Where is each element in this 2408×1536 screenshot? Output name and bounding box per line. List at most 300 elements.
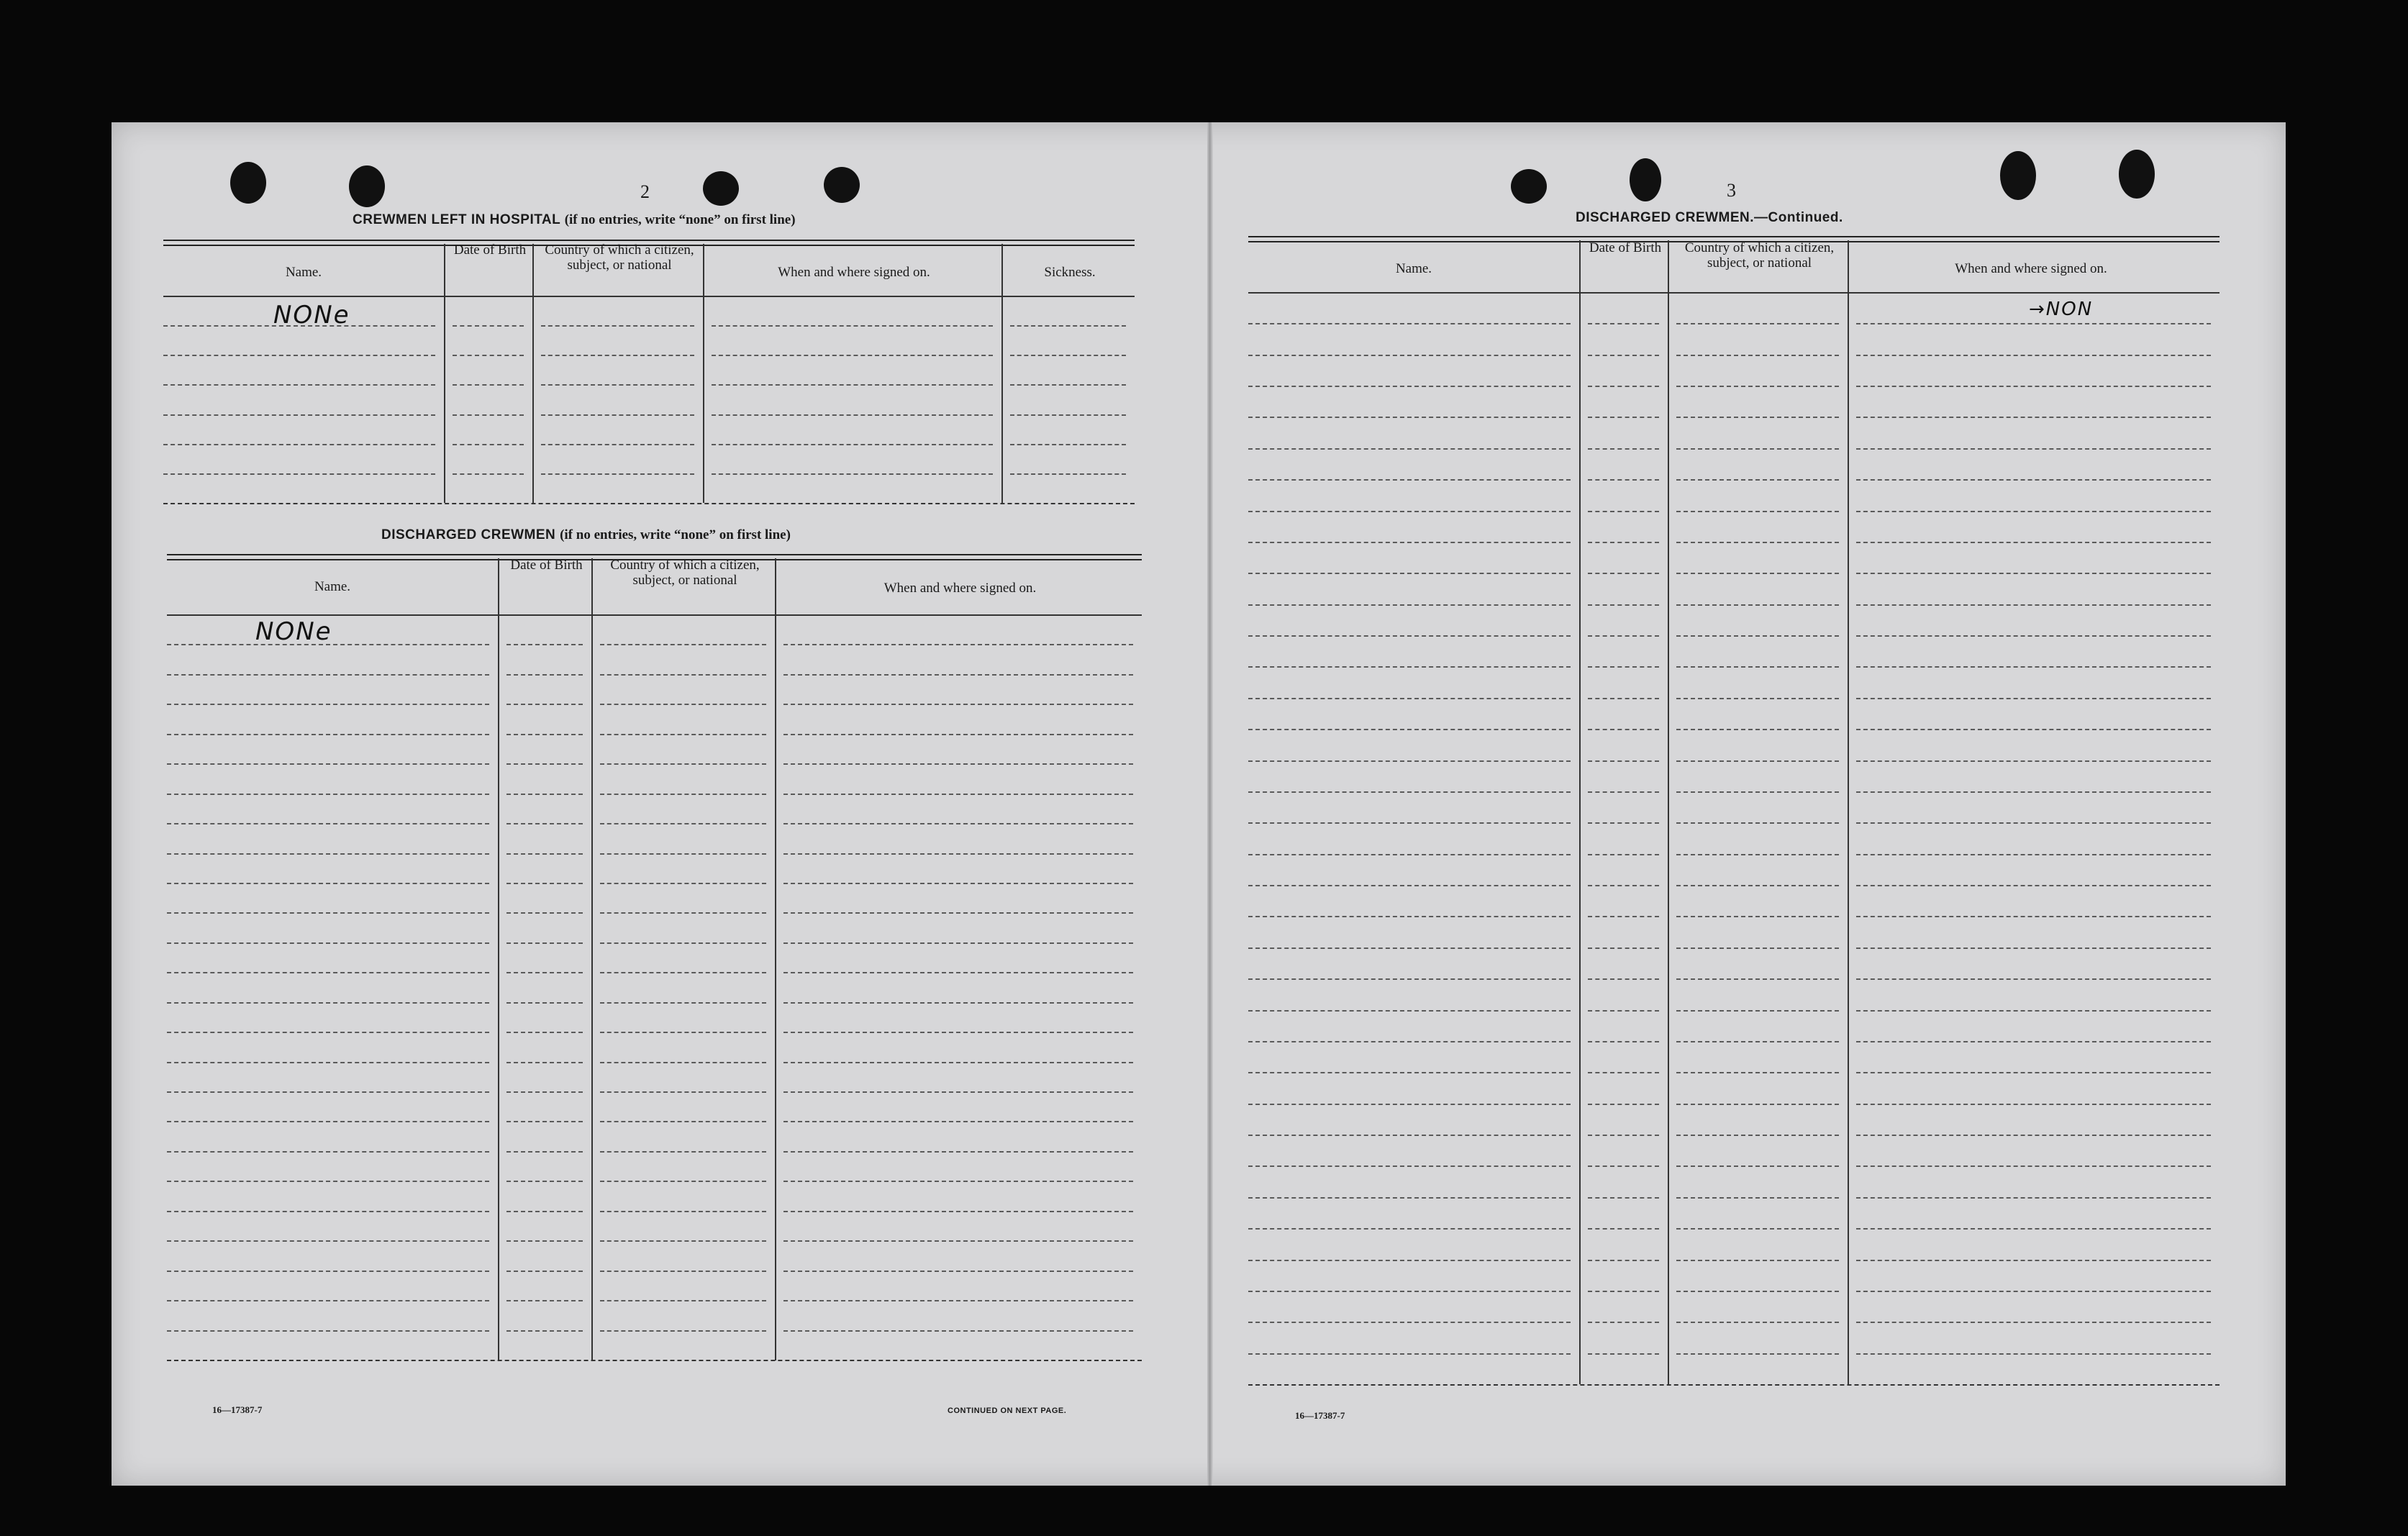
entry-line: [1856, 448, 2211, 450]
entry-line: [600, 1330, 766, 1332]
entry-line: [1248, 1041, 1571, 1042]
entry-line: [506, 883, 583, 884]
entry-line: [1248, 885, 1571, 886]
entry-line: [1588, 1104, 1659, 1105]
entry-line: [1588, 1353, 1659, 1355]
entry-line: [1588, 791, 1659, 793]
entry-line: [712, 325, 993, 327]
entry-line: [1856, 511, 2211, 512]
entry-line: [712, 444, 993, 445]
entry-line: [1588, 323, 1659, 324]
entry-line: [506, 1240, 583, 1242]
col-header-dob: Date of Birth: [453, 242, 527, 258]
entry-line: [1856, 916, 2211, 917]
entry-line: [1856, 573, 2211, 574]
entry-line: [1588, 916, 1659, 917]
entry-line: [1856, 978, 2211, 980]
entry-line: [506, 1032, 583, 1033]
entry-line: [1588, 1260, 1659, 1261]
entry-line: [1856, 1165, 2211, 1167]
entry-line: [1856, 1228, 2211, 1230]
entry-line: [167, 674, 489, 676]
entry-line: [783, 1002, 1133, 1004]
entry-line: [1856, 822, 2211, 824]
entry-line: [506, 1211, 583, 1212]
entry-line: [1248, 1165, 1571, 1167]
entry-line: [600, 1240, 766, 1242]
page-fold: [1207, 122, 1213, 1486]
entry-line: [506, 1062, 583, 1063]
entry-line: [1248, 1104, 1571, 1105]
entry-line: [1248, 666, 1571, 668]
col-header-dob: Date of Birth: [510, 558, 583, 573]
entry-line: [1676, 916, 1839, 917]
entry-line: [783, 823, 1133, 824]
entry-line: [783, 1091, 1133, 1093]
hospital-title-note: (if no entries, write “none” on first line): [564, 212, 796, 227]
entry-line: [1676, 604, 1839, 606]
entry-line: [600, 853, 766, 855]
entry-line: [167, 704, 489, 705]
entry-line: [453, 384, 524, 386]
entry-line: [1248, 978, 1571, 980]
entry-line: [1856, 635, 2211, 637]
entry-line: [541, 325, 694, 327]
entry-line: [1676, 1072, 1839, 1073]
entry-line: [1588, 666, 1659, 668]
column-divider: [775, 558, 776, 1360]
column-divider: [1668, 240, 1669, 1384]
entry-line: [1676, 947, 1839, 949]
entry-line: [167, 734, 489, 735]
entry-line: [1248, 386, 1571, 387]
entry-line: [167, 1121, 489, 1122]
entry-line: [1856, 1135, 2211, 1136]
entry-line: [1248, 323, 1571, 324]
entry-line: [1676, 448, 1839, 450]
entry-line: [1856, 1291, 2211, 1292]
entry-line: [167, 1032, 489, 1033]
entry-line: [600, 1062, 766, 1063]
column-divider: [444, 244, 445, 503]
entry-line: [506, 704, 583, 705]
column-divider: [1579, 240, 1581, 1384]
discharged-section-title: [381, 527, 791, 543]
entry-line: [1856, 1353, 2211, 1355]
col-header-name: Name.: [314, 579, 351, 594]
entry-line: [712, 384, 993, 386]
punch-hole: [2000, 151, 2036, 200]
entry-line: [1856, 604, 2211, 606]
col-header-country: Country of which a citizen, subject, or national: [545, 242, 694, 273]
entry-line: [1856, 386, 2211, 387]
entry-line: [1588, 854, 1659, 855]
entry-line: [1248, 1197, 1571, 1199]
entry-line: [1676, 1260, 1839, 1261]
entry-line: [600, 1300, 766, 1301]
entry-line: [167, 1271, 489, 1272]
entry-line: [783, 704, 1133, 705]
entry-line: [1676, 1135, 1839, 1136]
entry-line: [712, 414, 993, 416]
entry-line: [600, 704, 766, 705]
entry-line: [506, 1091, 583, 1093]
entry-line: [506, 942, 583, 944]
entry-line: [1588, 978, 1659, 980]
entry-line: [506, 1330, 583, 1332]
entry-line: [783, 734, 1133, 735]
entry-line: [1856, 355, 2211, 356]
form-code-left: 16—17387-7: [212, 1404, 263, 1415]
entry-line: [1856, 1041, 2211, 1042]
table-bottom-rule: [1248, 1384, 2220, 1386]
entry-line: [1248, 635, 1571, 637]
entry-line: [506, 644, 583, 645]
entry-line: [1676, 885, 1839, 886]
col-header-name: Name.: [285, 265, 322, 280]
entry-line: [1676, 479, 1839, 481]
entry-line: [1856, 1104, 2211, 1105]
entry-line: [600, 1091, 766, 1093]
col-header-country: Country of which a citizen, subject, or national: [1684, 240, 1835, 271]
entry-line: [600, 1271, 766, 1272]
entry-line: [1010, 414, 1126, 416]
entry-line: [1588, 1010, 1659, 1012]
hospital-title-main: CREWMEN LEFT IN HOSPITAL: [353, 212, 560, 227]
entry-line: [1676, 1228, 1839, 1230]
entry-line: [167, 972, 489, 973]
entry-line: [506, 1151, 583, 1153]
entry-line: [167, 1181, 489, 1182]
column-divider: [532, 244, 534, 503]
entry-line: [1676, 1353, 1839, 1355]
entry-line: [1856, 698, 2211, 699]
entry-line: [1588, 635, 1659, 637]
entry-line: [1248, 355, 1571, 356]
punch-hole: [1511, 169, 1547, 204]
entry-line: [783, 972, 1133, 973]
entry-line: [1248, 448, 1571, 450]
discharged-continued-title: DISCHARGED CREWMEN.—Continued.: [1576, 210, 1843, 225]
entry-line: [1010, 325, 1126, 327]
entry-line: [506, 734, 583, 735]
entry-line: [783, 1211, 1133, 1212]
entry-line: [712, 473, 993, 475]
page-number-left: 2: [640, 181, 650, 202]
entry-line: [1248, 947, 1571, 949]
col-header-sickness: Sickness.: [1044, 265, 1096, 280]
entry-line: [453, 414, 524, 416]
entry-line: [600, 942, 766, 944]
entry-line: [1676, 1104, 1839, 1105]
entry-line: [1588, 417, 1659, 418]
entry-line: [783, 674, 1133, 676]
entry-line: [506, 674, 583, 676]
entry-line: [1248, 698, 1571, 699]
entry-line: [600, 734, 766, 735]
handwritten-none-hospital: NONe: [273, 301, 350, 330]
entry-line: [1588, 947, 1659, 949]
discharged-table: [167, 554, 1142, 1363]
entry-line: [163, 444, 435, 445]
entry-line: [600, 1151, 766, 1153]
entry-line: [1588, 448, 1659, 450]
entry-line: [1856, 1322, 2211, 1323]
entry-line: [1676, 386, 1839, 387]
entry-line: [1248, 1010, 1571, 1012]
entry-line: [600, 823, 766, 824]
entry-line: [1588, 386, 1659, 387]
entry-line: [1248, 760, 1571, 762]
entry-line: [1676, 978, 1839, 980]
entry-line: [1676, 822, 1839, 824]
entry-line: [1676, 1010, 1839, 1012]
entry-line: [167, 1062, 489, 1063]
page-number-right: 3: [1727, 180, 1736, 201]
form-code-right: 16—17387-7: [1295, 1410, 1345, 1421]
entry-line: [167, 883, 489, 884]
entry-line: [600, 644, 766, 645]
entry-line: [1856, 791, 2211, 793]
entry-line: [783, 1240, 1133, 1242]
entry-line: [1248, 729, 1571, 730]
entry-line: [1248, 573, 1571, 574]
entry-line: [1676, 1165, 1839, 1167]
entry-line: [600, 912, 766, 914]
entry-line: [541, 414, 694, 416]
entry-line: [1588, 729, 1659, 730]
entry-line: [1676, 573, 1839, 574]
entry-line: [1676, 854, 1839, 855]
entry-line: [167, 794, 489, 795]
entry-line: [1588, 1041, 1659, 1042]
entry-line: [600, 883, 766, 884]
entry-line: [783, 794, 1133, 795]
col-header-name: Name.: [1395, 261, 1432, 276]
entry-line: [1010, 355, 1126, 356]
entry-line: [1676, 729, 1839, 730]
entry-line: [783, 1181, 1133, 1182]
entry-line: [1588, 1135, 1659, 1136]
entry-line: [1856, 854, 2211, 855]
entry-line: [600, 1181, 766, 1182]
entry-line: [506, 1300, 583, 1301]
entry-line: [1856, 417, 2211, 418]
entry-line: [1010, 444, 1126, 445]
entry-line: [1856, 1010, 2211, 1012]
entry-line: [167, 1211, 489, 1212]
entry-line: [1676, 1291, 1839, 1292]
entry-line: [506, 1271, 583, 1272]
entry-line: [1248, 854, 1571, 855]
entry-line: [783, 1032, 1133, 1033]
entry-line: [1248, 1322, 1571, 1323]
handwritten-none-continued: →NON: [2029, 299, 2094, 320]
handwritten-none-discharged: NONe: [255, 617, 332, 646]
entry-line: [1248, 511, 1571, 512]
entry-line: [1856, 1197, 2211, 1199]
entry-line: [783, 912, 1133, 914]
entry-line: [1856, 323, 2211, 324]
col-header-signed-on: When and where signed on.: [778, 265, 930, 280]
entry-line: [1676, 323, 1839, 324]
entry-line: [1588, 604, 1659, 606]
entry-line: [506, 972, 583, 973]
entry-line: [1676, 1041, 1839, 1042]
entry-line: [506, 763, 583, 765]
entry-line: [600, 972, 766, 973]
entry-line: [506, 823, 583, 824]
entry-line: [600, 1002, 766, 1004]
entry-line: [1856, 479, 2211, 481]
entry-line: [1588, 885, 1659, 886]
entry-line: [163, 384, 435, 386]
entry-line: [1856, 666, 2211, 668]
entry-line: [1588, 1197, 1659, 1199]
entry-line: [506, 912, 583, 914]
entry-line: [600, 1032, 766, 1033]
table-bottom-rule: [163, 503, 1135, 504]
discharged-title-note: (if no entries, write “none” on first line): [560, 527, 791, 542]
header-rule: [163, 296, 1135, 297]
entry-line: [1588, 698, 1659, 699]
entry-line: [506, 794, 583, 795]
entry-line: [783, 1300, 1133, 1301]
entry-line: [600, 794, 766, 795]
entry-line: [1588, 760, 1659, 762]
entry-line: [783, 1271, 1133, 1272]
entry-line: [1856, 885, 2211, 886]
entry-line: [1588, 1165, 1659, 1167]
entry-line: [1248, 1260, 1571, 1261]
entry-line: [783, 1151, 1133, 1153]
entry-line: [783, 1121, 1133, 1122]
entry-line: [1588, 1228, 1659, 1230]
column-divider: [591, 558, 593, 1360]
entry-line: [783, 883, 1133, 884]
entry-line: [1248, 1135, 1571, 1136]
hospital-section-title: [353, 212, 796, 228]
entry-line: [1676, 417, 1839, 418]
entry-line: [506, 1181, 583, 1182]
col-header-signed-on: When and where signed on.: [883, 581, 1037, 596]
entry-line: [1010, 384, 1126, 386]
entry-line: [453, 355, 524, 356]
entry-line: [506, 1002, 583, 1004]
entry-line: [167, 1002, 489, 1004]
entry-line: [1676, 1197, 1839, 1199]
entry-line: [163, 414, 435, 416]
punch-hole: [2119, 150, 2155, 199]
punch-hole: [1630, 158, 1661, 201]
entry-line: [453, 444, 524, 445]
entry-line: [1676, 542, 1839, 543]
entry-line: [167, 1330, 489, 1332]
entry-line: [1856, 760, 2211, 762]
header-rule: [167, 614, 1142, 616]
entry-line: [167, 1151, 489, 1153]
entry-line: [783, 942, 1133, 944]
entry-line: [541, 355, 694, 356]
entry-line: [1248, 1228, 1571, 1230]
punch-hole: [349, 165, 385, 207]
table-bottom-rule: [167, 1360, 1142, 1361]
entry-line: [1588, 355, 1659, 356]
entry-line: [1856, 1072, 2211, 1073]
punch-hole: [824, 167, 860, 203]
entry-line: [1248, 542, 1571, 543]
entry-line: [1676, 1322, 1839, 1323]
document-sheet: [112, 122, 2286, 1486]
entry-line: [167, 1240, 489, 1242]
entry-line: [1676, 635, 1839, 637]
column-divider: [703, 244, 704, 503]
entry-line: [1676, 698, 1839, 699]
entry-line: [600, 1121, 766, 1122]
entry-line: [1248, 791, 1571, 793]
entry-line: [167, 942, 489, 944]
entry-line: [1588, 479, 1659, 481]
entry-line: [1248, 417, 1571, 418]
entry-line: [1676, 760, 1839, 762]
discharged-continued-table: [1248, 236, 2220, 1387]
entry-line: [1588, 1291, 1659, 1292]
entry-line: [167, 1300, 489, 1301]
entry-line: [1676, 511, 1839, 512]
entry-line: [1248, 479, 1571, 481]
entry-line: [506, 853, 583, 855]
entry-line: [1588, 511, 1659, 512]
entry-line: [1856, 729, 2211, 730]
entry-line: [167, 1091, 489, 1093]
entry-line: [1588, 1072, 1659, 1073]
entry-line: [1676, 666, 1839, 668]
entry-line: [600, 763, 766, 765]
entry-line: [1676, 355, 1839, 356]
entry-line: [1588, 573, 1659, 574]
entry-line: [1248, 822, 1571, 824]
entry-line: [167, 823, 489, 824]
entry-line: [1676, 791, 1839, 793]
entry-line: [167, 763, 489, 765]
entry-line: [783, 1330, 1133, 1332]
entry-line: [1856, 1260, 2211, 1261]
entry-line: [167, 912, 489, 914]
entry-line: [453, 325, 524, 327]
punch-hole: [703, 171, 739, 206]
col-header-dob: Date of Birth: [1589, 240, 1662, 255]
entry-line: [1248, 1353, 1571, 1355]
entry-line: [1588, 1322, 1659, 1323]
entry-line: [167, 853, 489, 855]
entry-line: [453, 473, 524, 475]
entry-line: [1248, 1072, 1571, 1073]
header-rule: [1248, 292, 2220, 294]
entry-line: [541, 473, 694, 475]
entry-line: [1010, 473, 1126, 475]
punch-hole: [230, 162, 266, 204]
discharged-title-main: DISCHARGED CREWMEN: [381, 527, 556, 542]
entry-line: [783, 644, 1133, 645]
continued-note: CONTINUED ON NEXT PAGE.: [948, 1407, 1067, 1415]
entry-line: [1588, 542, 1659, 543]
column-divider: [1848, 240, 1849, 1384]
entry-line: [712, 355, 993, 356]
entry-line: [1588, 822, 1659, 824]
col-header-signed-on: When and where signed on.: [1955, 261, 2107, 276]
entry-line: [163, 473, 435, 475]
entry-line: [1856, 947, 2211, 949]
